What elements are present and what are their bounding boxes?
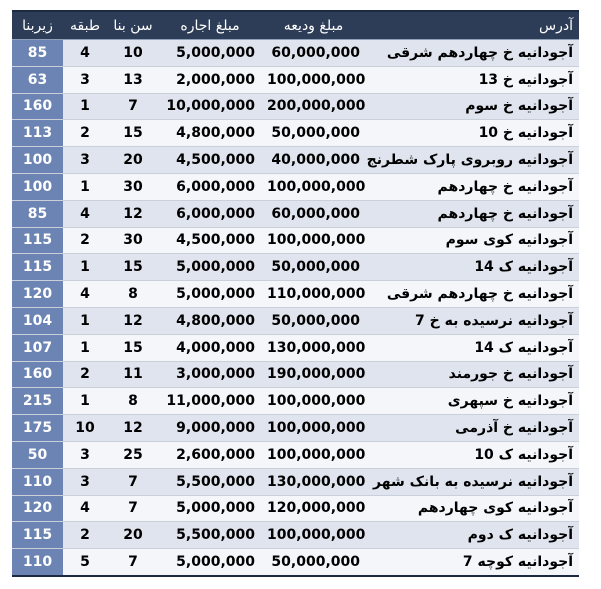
cell-rent: 10,000,000: [159, 93, 261, 120]
cell-address: آجودانیه نرسیده به بانک شهر: [366, 468, 579, 495]
cell-address: آجودانیه خ چهاردهم شرقی: [366, 281, 579, 308]
cell-deposit: 50,000,000: [261, 254, 366, 281]
table-row: [12, 549, 579, 576]
cell-floor: 4: [63, 495, 107, 522]
cell-rent: 11,000,000: [159, 388, 261, 415]
cell-address: آجودانیه کوی چهاردهم: [366, 495, 579, 522]
table-row: [12, 441, 579, 468]
cell-rent: 4,800,000: [159, 307, 261, 334]
cell-address: آجودانیه نرسیده به خ 7: [366, 307, 579, 334]
cell-address: آجودانیه خ جورمند: [366, 361, 579, 388]
cell-area: 110: [12, 549, 63, 576]
table-row: [12, 495, 579, 522]
cell-age: 11: [107, 361, 159, 388]
cell-area: 115: [12, 254, 63, 281]
cell-deposit: 50,000,000: [261, 549, 366, 576]
cell-age: 30: [107, 227, 159, 254]
cell-floor: 5: [63, 549, 107, 576]
cell-rent: 4,500,000: [159, 147, 261, 174]
cell-address: آجودانیه ک 10: [366, 441, 579, 468]
cell-deposit: 120,000,000: [261, 495, 366, 522]
cell-age: 12: [107, 415, 159, 442]
cell-rent: 5,500,000: [159, 468, 261, 495]
cell-rent: 2,600,000: [159, 441, 261, 468]
cell-deposit: 50,000,000: [261, 120, 366, 147]
cell-rent: 3,000,000: [159, 361, 261, 388]
table-row: [12, 361, 579, 388]
cell-area: 120: [12, 281, 63, 308]
cell-area: 160: [12, 361, 63, 388]
table-body: [12, 40, 579, 576]
cell-deposit: 200,000,000: [261, 93, 366, 120]
cell-age: 8: [107, 388, 159, 415]
cell-rent: 5,500,000: [159, 522, 261, 549]
cell-rent: 5,000,000: [159, 495, 261, 522]
cell-deposit: 100,000,000: [261, 415, 366, 442]
cell-age: 25: [107, 441, 159, 468]
cell-age: 30: [107, 173, 159, 200]
cell-area: 120: [12, 495, 63, 522]
cell-floor: 2: [63, 120, 107, 147]
rental-table-container: [12, 10, 579, 577]
cell-address: آجودانیه کوی سوم: [366, 227, 579, 254]
cell-area: 175: [12, 415, 63, 442]
table-row: [12, 147, 579, 174]
cell-age: 13: [107, 66, 159, 93]
cell-age: 20: [107, 147, 159, 174]
cell-floor: 1: [63, 173, 107, 200]
cell-deposit: 50,000,000: [261, 307, 366, 334]
table-row: [12, 200, 579, 227]
cell-floor: 1: [63, 388, 107, 415]
cell-deposit: 40,000,000: [261, 147, 366, 174]
cell-age: 7: [107, 93, 159, 120]
cell-deposit: 60,000,000: [261, 40, 366, 67]
table-row: [12, 307, 579, 334]
cell-deposit: 100,000,000: [261, 388, 366, 415]
cell-floor: 1: [63, 307, 107, 334]
cell-rent: 9,000,000: [159, 415, 261, 442]
cell-deposit: 100,000,000: [261, 227, 366, 254]
cell-area: 113: [12, 120, 63, 147]
cell-floor: 1: [63, 254, 107, 281]
cell-deposit: 100,000,000: [261, 441, 366, 468]
cell-deposit: 100,000,000: [261, 173, 366, 200]
cell-area: 100: [12, 173, 63, 200]
cell-age: 12: [107, 307, 159, 334]
cell-address: آجودانیه ک 14: [366, 254, 579, 281]
cell-floor: 10: [63, 415, 107, 442]
rental-listings-table: [12, 10, 579, 577]
table-row: [12, 173, 579, 200]
cell-floor: 3: [63, 468, 107, 495]
cell-floor: 2: [63, 522, 107, 549]
cell-age: 7: [107, 549, 159, 576]
table-header-row: [12, 11, 579, 40]
cell-area: 115: [12, 227, 63, 254]
cell-rent: 4,800,000: [159, 120, 261, 147]
cell-rent: 5,000,000: [159, 40, 261, 67]
cell-floor: 3: [63, 66, 107, 93]
cell-deposit: 100,000,000: [261, 66, 366, 93]
cell-deposit: 130,000,000: [261, 334, 366, 361]
cell-area: 115: [12, 522, 63, 549]
cell-rent: 6,000,000: [159, 173, 261, 200]
cell-floor: 3: [63, 441, 107, 468]
cell-rent: 5,000,000: [159, 281, 261, 308]
table-row: [12, 522, 579, 549]
cell-address: آجودانیه خ سوم: [366, 93, 579, 120]
table-row: [12, 254, 579, 281]
table-row: [12, 334, 579, 361]
cell-rent: 5,000,000: [159, 549, 261, 576]
cell-rent: 6,000,000: [159, 200, 261, 227]
cell-rent: 4,500,000: [159, 227, 261, 254]
header-address: آدرس: [366, 11, 579, 40]
cell-floor: 2: [63, 227, 107, 254]
cell-deposit: 60,000,000: [261, 200, 366, 227]
cell-floor: 4: [63, 40, 107, 67]
cell-address: آجودانیه ک دوم: [366, 522, 579, 549]
cell-address: آجودانیه ک 14: [366, 334, 579, 361]
cell-area: 63: [12, 66, 63, 93]
cell-deposit: 130,000,000: [261, 468, 366, 495]
cell-address: آجودانیه روبروی پارک شطرنج: [366, 147, 579, 174]
cell-address: آجودانیه خ سپهری: [366, 388, 579, 415]
cell-area: 100: [12, 147, 63, 174]
cell-rent: 4,000,000: [159, 334, 261, 361]
cell-floor: 2: [63, 361, 107, 388]
cell-deposit: 100,000,000: [261, 522, 366, 549]
table-row: [12, 468, 579, 495]
cell-age: 7: [107, 468, 159, 495]
table-row: [12, 415, 579, 442]
cell-age: 15: [107, 120, 159, 147]
table-row: [12, 40, 579, 67]
cell-area: 107: [12, 334, 63, 361]
cell-floor: 1: [63, 93, 107, 120]
cell-address: آجودانیه خ چهاردهم شرقی: [366, 40, 579, 67]
cell-age: 15: [107, 334, 159, 361]
cell-age: 10: [107, 40, 159, 67]
cell-address: آجودانیه خ 13: [366, 66, 579, 93]
cell-area: 104: [12, 307, 63, 334]
cell-deposit: 190,000,000: [261, 361, 366, 388]
cell-floor: 1: [63, 334, 107, 361]
cell-area: 85: [12, 200, 63, 227]
cell-area: 110: [12, 468, 63, 495]
cell-address: آجودانیه خ چهاردهم: [366, 173, 579, 200]
cell-address: آجودانیه خ 10: [366, 120, 579, 147]
cell-floor: 4: [63, 200, 107, 227]
cell-area: 215: [12, 388, 63, 415]
table-row: [12, 120, 579, 147]
table-row: [12, 93, 579, 120]
cell-address: آجودانیه خ آذرمی: [366, 415, 579, 442]
cell-rent: 5,000,000: [159, 254, 261, 281]
cell-area: 50: [12, 441, 63, 468]
header-deposit: مبلغ ودیعه: [261, 11, 366, 40]
header-floor: طبقه: [63, 11, 107, 40]
cell-area: 160: [12, 93, 63, 120]
table-row: [12, 66, 579, 93]
table-row: [12, 388, 579, 415]
cell-address: آجودانیه کوچه 7: [366, 549, 579, 576]
header-age: سن بنا: [107, 11, 159, 40]
cell-age: 8: [107, 281, 159, 308]
cell-age: 15: [107, 254, 159, 281]
cell-age: 20: [107, 522, 159, 549]
cell-floor: 4: [63, 281, 107, 308]
cell-rent: 2,000,000: [159, 66, 261, 93]
header-rent: مبلغ اجاره: [159, 11, 261, 40]
table-row: [12, 227, 579, 254]
cell-address: آجودانیه خ چهاردهم: [366, 200, 579, 227]
cell-floor: 3: [63, 147, 107, 174]
cell-age: 7: [107, 495, 159, 522]
header-area: زیربنا: [12, 11, 63, 40]
table-row: [12, 281, 579, 308]
cell-deposit: 110,000,000: [261, 281, 366, 308]
cell-age: 12: [107, 200, 159, 227]
cell-area: 85: [12, 40, 63, 67]
